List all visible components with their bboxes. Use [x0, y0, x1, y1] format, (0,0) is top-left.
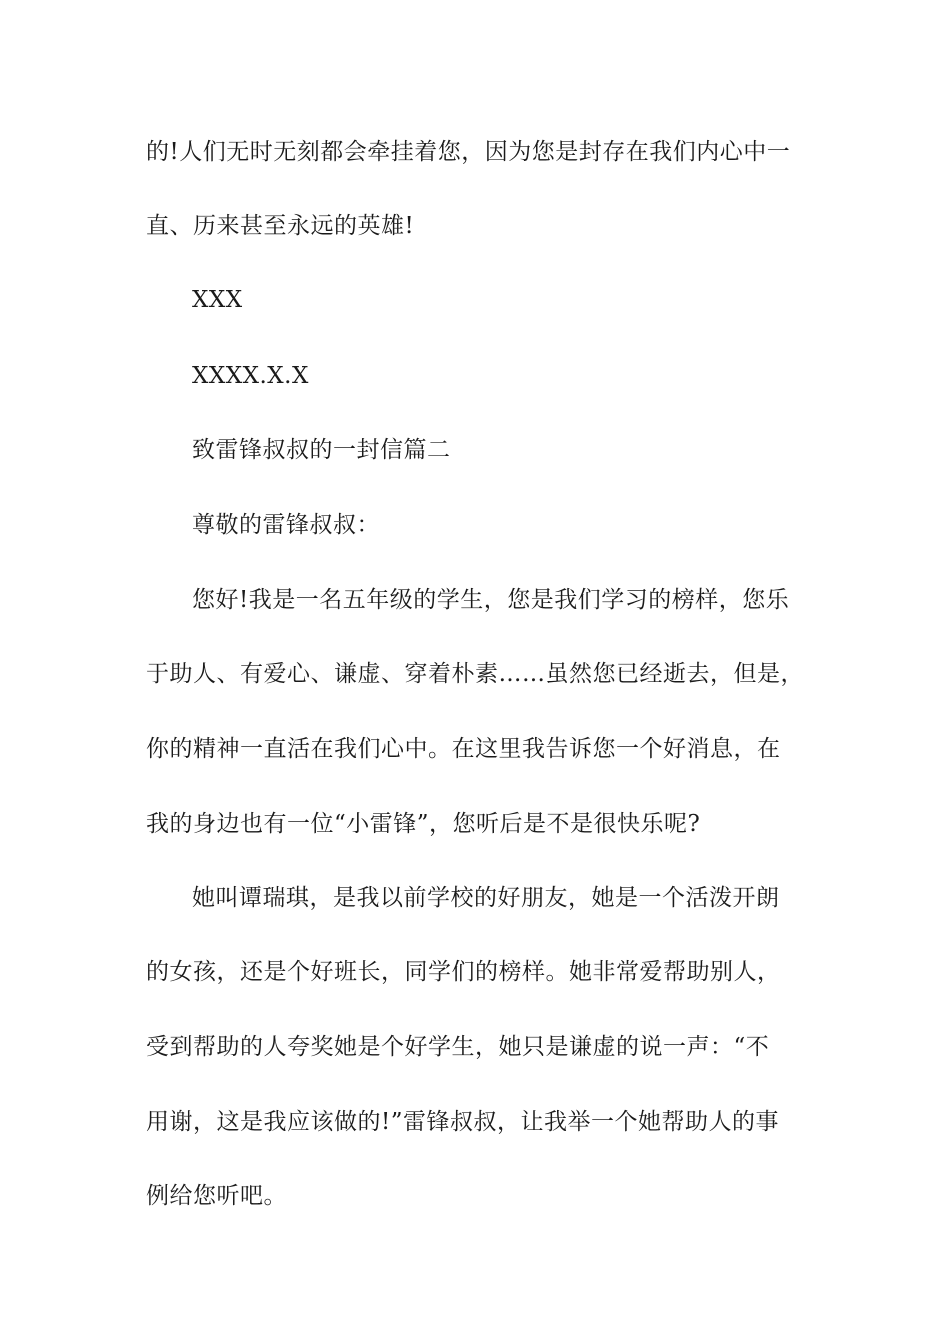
salutation: 尊敬的雷锋叔叔：: [192, 512, 380, 538]
paragraph-line: 用谢，这是我应该做的!”雷锋叔叔，让我举一个她帮助人的事: [146, 1109, 780, 1135]
paragraph-line: 例给您听吧。: [146, 1183, 287, 1209]
paragraph-line: 你的精神一直活在我们心中。在这里我告诉您一个好消息，在: [146, 736, 781, 762]
paragraph-line: 的!人们无时无刻都会牵挂着您，因为您是封存在我们内心中一: [146, 139, 791, 165]
paragraph-line: 她叫谭瑞琪，是我以前学校的好朋友，她是一个活泼开朗: [192, 885, 780, 911]
paragraph-line: 我的身边也有一位“小雷锋”，您听后是不是很快乐呢?: [146, 811, 701, 837]
signature-name: XXX: [192, 287, 243, 313]
paragraph-line: 直、历来甚至永远的英雄!: [146, 213, 415, 239]
section-title: 致雷锋叔叔的一封信篇二: [192, 437, 451, 463]
paragraph-line: 于助人、有爱心、谦虚、穿着朴素……虽然您已经逝去，但是，: [146, 661, 804, 687]
paragraph-line: 的女孩，还是个好班长，同学们的榜样。她非常爱帮助别人，: [146, 959, 781, 985]
signature-date: XXXX.X.X: [192, 363, 309, 389]
paragraph-line: 您好!我是一名五年级的学生，您是我们学习的榜样，您乐: [192, 587, 790, 613]
paragraph-line: 受到帮助的人夸奖她是个好学生，她只是谦虚的说一声：“不: [146, 1034, 770, 1060]
